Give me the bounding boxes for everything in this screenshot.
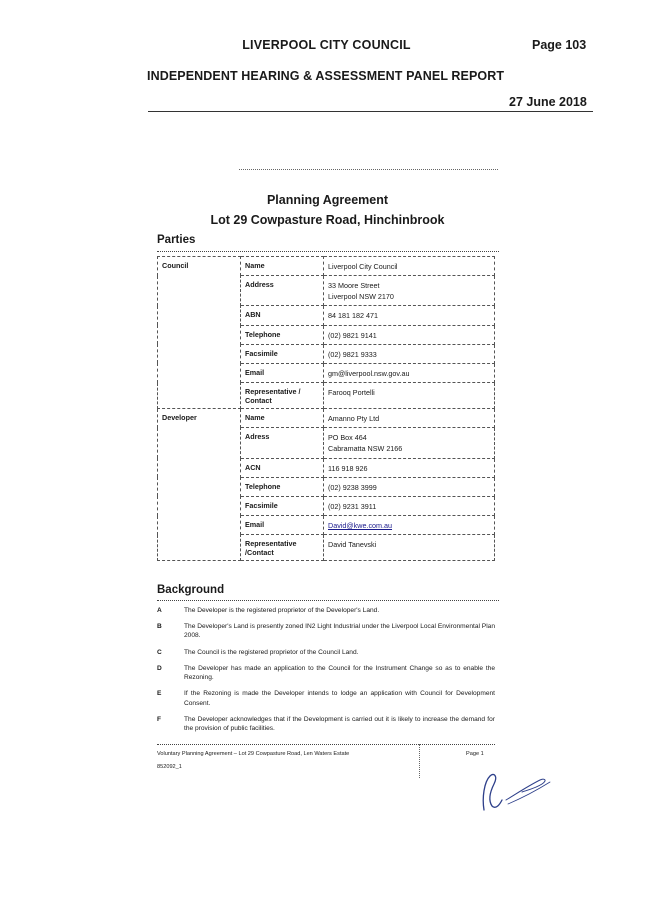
developer-representative: David Tanevski [324, 535, 495, 561]
footer-title: Voluntary Planning Agreement – Lot 29 Cowpasture Road, Len Waters Estate [157, 751, 350, 757]
field-label: Representative /Contact [241, 535, 324, 561]
list-letter: B [157, 623, 162, 631]
report-page-number: Page 103 [532, 38, 587, 52]
field-label: Email [241, 516, 324, 535]
background-list [157, 606, 495, 740]
list-letter: E [157, 690, 162, 698]
parties-divider [157, 251, 499, 252]
address-line: Cabramatta NSW 2166 [328, 444, 403, 454]
report-panel-title: INDEPENDENT HEARING & ASSESSMENT PANEL REPORT [147, 69, 505, 83]
footer-page-number: Page 1 [466, 751, 484, 757]
background-heading: Background [157, 584, 225, 596]
field-label: Name [241, 257, 324, 276]
field-label: ABN [241, 306, 324, 325]
field-label: Adress [241, 428, 324, 458]
list-text: The Developer's Land is presently zoned IN2 Light Industrial under the Liverpool Local Environmental Plan 2008. [184, 623, 495, 640]
field-label: Telephone [241, 477, 324, 496]
field-label: Email [241, 363, 324, 382]
address-line: 33 Moore Street [328, 281, 380, 291]
document-top-divider [239, 169, 498, 170]
list-letter: F [157, 715, 162, 723]
footer-divider [157, 744, 495, 745]
report-date: 27 June 2018 [509, 95, 587, 109]
parties-table [157, 256, 495, 561]
developer-email-cell [324, 516, 495, 535]
address-line: Liverpool NSW 2170 [328, 292, 394, 302]
field-label: Address [241, 276, 324, 306]
parties-heading: Parties [157, 234, 196, 246]
list-letter: C [157, 648, 162, 656]
field-label: Facsimile [241, 496, 324, 515]
footer-reference: 852092_1 [157, 764, 182, 770]
field-label: Representative / Contact [241, 383, 324, 409]
list-text: The Developer acknowledges that if the Development is carried out it is likely to increase the demand for the provision of public facilities. [184, 715, 495, 732]
field-label: Name [241, 409, 324, 428]
developer-address [324, 428, 495, 458]
document-title: Planning Agreement [266, 193, 389, 207]
document-subtitle: Lot 29 Cowpasture Road, Hinchinbrook [210, 213, 445, 227]
council-telephone: (02) 9821 9141 [324, 325, 495, 344]
list-text: If the Rezoning is made the Developer intends to lodge an application with Council for Development Consent. [184, 690, 495, 707]
list-item [157, 689, 495, 707]
list-item [157, 648, 495, 657]
background-divider [157, 600, 499, 601]
council-email: gm@liverpool.nsw.gov.au [324, 363, 495, 382]
field-label: ACN [241, 458, 324, 477]
list-item [157, 606, 495, 615]
council-name: Liverpool City Council [324, 257, 495, 276]
council-address [324, 276, 495, 306]
address-line: PO Box 464 [328, 433, 367, 443]
council-abn: 84 181 182 471 [324, 306, 495, 325]
table-row [158, 257, 495, 276]
list-item [157, 715, 495, 733]
list-text: The Developer has made an application to the Council for the Instrument Change so as to enable the Rezoning. [184, 664, 495, 682]
council-facsimile: (02) 9821 9333 [324, 344, 495, 363]
list-text: The Developer is the registered proprietor of the Developer's Land. [184, 607, 380, 614]
developer-email-link[interactable]: David@kwe.com.au [328, 521, 393, 531]
list-item [157, 622, 495, 640]
council-role-label: Council [158, 257, 241, 409]
council-representative: Farooq Portelli [324, 383, 495, 409]
field-label: Telephone [241, 325, 324, 344]
developer-acn: 116 918 926 [324, 458, 495, 477]
developer-name: Amanno Pty Ltd [324, 409, 495, 428]
header-divider [148, 111, 593, 112]
handwritten-signature [478, 770, 558, 816]
field-label: Facsimile [241, 344, 324, 363]
developer-telephone: (02) 9238 3999 [324, 477, 495, 496]
list-letter: D [157, 664, 162, 672]
table-row [158, 409, 495, 428]
list-text: The Council is the registered proprietor of the Council Land. [184, 648, 359, 656]
report-council-name: LIVERPOOL CITY COUNCIL [242, 38, 411, 52]
list-letter: A [157, 607, 162, 614]
developer-role-label: Developer [158, 409, 241, 561]
footer-separator [419, 744, 420, 778]
list-item [157, 664, 495, 682]
developer-facsimile: (02) 9231 3911 [324, 496, 495, 515]
